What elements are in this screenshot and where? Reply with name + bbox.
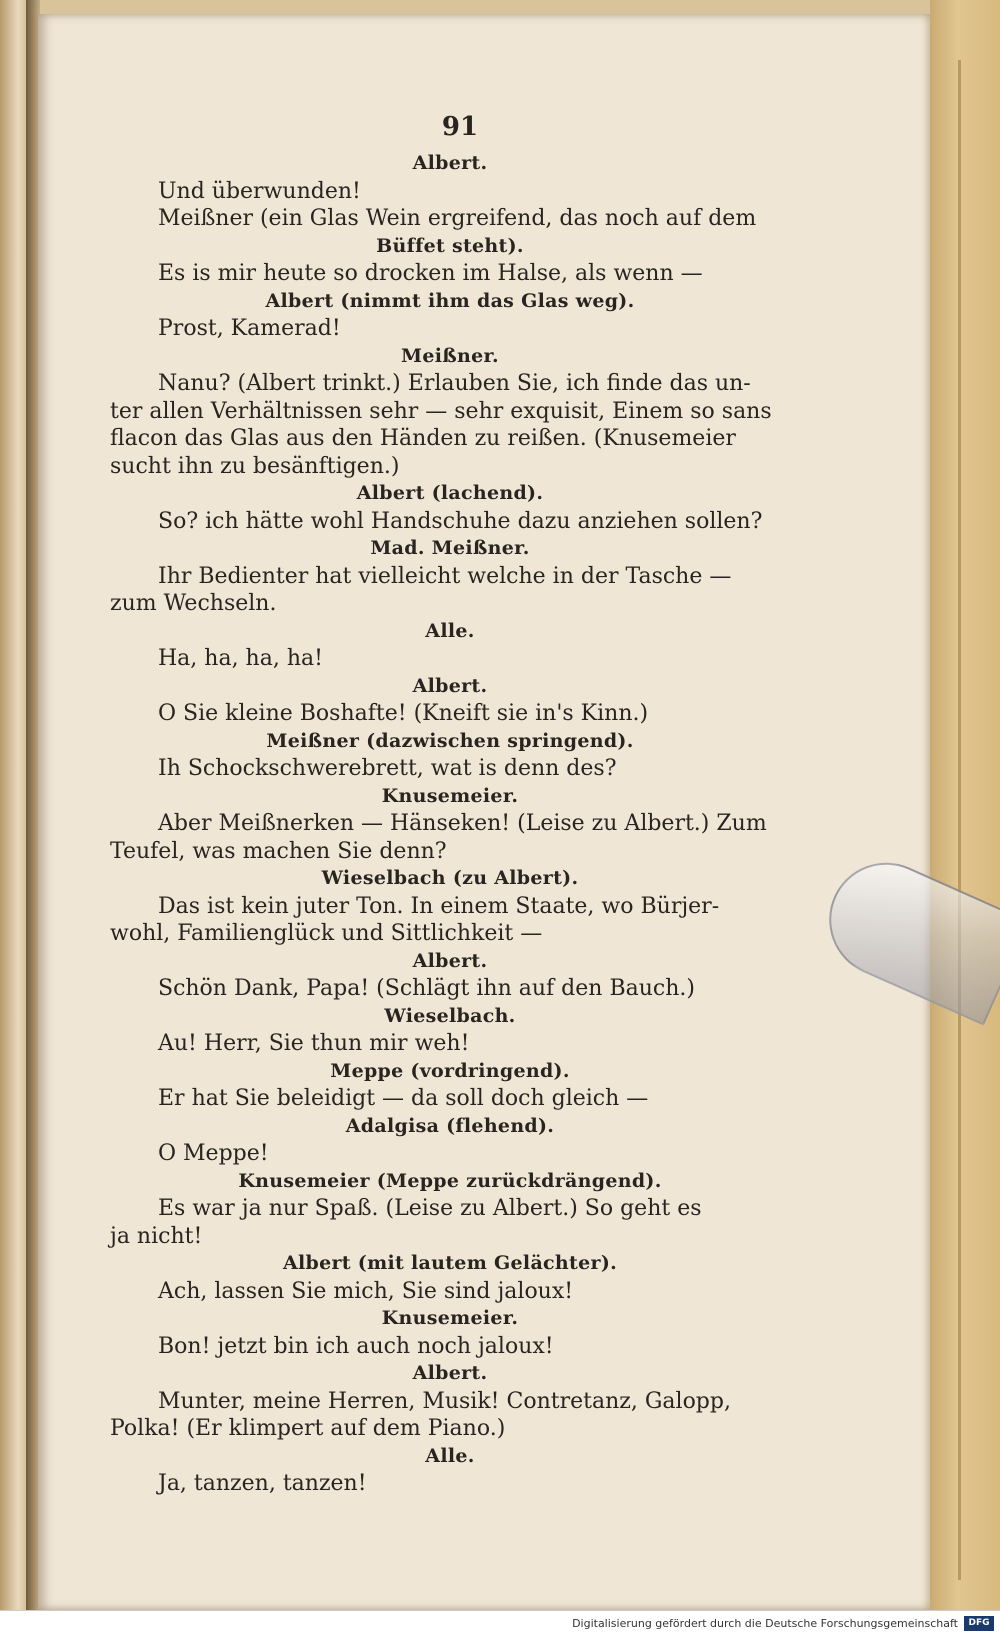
footer-credit: Digitalisierung gefördert durch die Deutsche Forschungsgemeinschaft [572, 1617, 958, 1630]
text-lines [110, 150, 790, 1498]
footer-bar [0, 1610, 1000, 1638]
text-line: So? ich hätte wohl Handschuhe dazu anziehen sollen? [158, 508, 763, 534]
text-line: Teufel, was machen Sie denn? [110, 838, 447, 864]
speaker-line: Meißner (dazwischen springend). [266, 729, 634, 752]
text-line: Meißner (ein Glas Wein ergreifend, das noch auf dem [158, 206, 757, 231]
text-line: O Meppe! [158, 1141, 269, 1166]
speaker-line: Albert. [412, 674, 488, 697]
text-line: sucht ihn zu besänftigen.) [110, 453, 400, 479]
text-line: Nanu? (Albert trinkt.) Erlauben Sie, ich finde das un- [158, 371, 751, 396]
speaker-line: Wieselbach. [384, 1004, 516, 1027]
speaker-line: Albert. [412, 152, 488, 174]
speaker-line: Wieselbach (zu Albert). [321, 867, 579, 889]
speaker-line: Meißner. [401, 344, 499, 367]
text-line: Er hat Sie beleidigt — da soll doch gleich — [158, 1086, 649, 1111]
text-line: ja nicht! [110, 1223, 203, 1249]
dfg-logo: DFG [964, 1616, 994, 1631]
text-line: zum Wechseln. [110, 591, 277, 616]
text-line: Ha, ha, ha, ha! [158, 646, 323, 671]
speaker-line: Knusemeier (Meppe zurückdrängend). [238, 1169, 662, 1192]
page-edge-line [958, 60, 961, 1580]
text-line: Aber Meißnerken — Hänseken! (Leise zu Albert.) Zum [158, 811, 767, 836]
text-line: Das ist kein juter Ton. In einem Staate, wo Bürjer- [158, 893, 720, 919]
speaker-line: Albert. [412, 949, 488, 972]
text-line: Ach, lassen Sie mich, Sie sind jaloux! [158, 1278, 574, 1304]
text-line: wohl, Familienglück und Sittlichkeit — [110, 921, 543, 946]
page-text [110, 112, 790, 1498]
speaker-line: Alle. [425, 619, 475, 642]
text-line: Prost, Kamerad! [158, 316, 341, 341]
speaker-line: Knusemeier. [381, 1307, 519, 1329]
text-line: Ih Schockschwerebrett, wat is denn des? [158, 756, 617, 781]
right-page-edges [930, 0, 1000, 1610]
page-number: 91 [441, 112, 479, 142]
speaker-line: Albert (lachend). [356, 482, 544, 504]
text-line: Ja, tanzen, tanzen! [158, 1471, 367, 1496]
text-line: O Sie kleine Boshafte! (Kneift sie in's Kinn.) [158, 701, 649, 726]
speaker-line: Albert (nimmt ihm das Glas weg). [265, 289, 635, 312]
speaker-line: Albert. [412, 1362, 488, 1384]
speaker-line: Adalgisa (flehend). [345, 1114, 555, 1137]
text-line: Schön Dank, Papa! (Schlägt ihn auf den Bauch.) [158, 976, 695, 1001]
text-line: Und überwunden! [158, 178, 361, 204]
speaker-line: Mad. Meißner. [370, 537, 530, 559]
text-line: Au! Herr, Sie thun mir weh! [158, 1031, 470, 1056]
text-line: Polka! (Er klimpert auf dem Piano.) [110, 1416, 506, 1441]
speaker-line: Knusemeier. [381, 784, 519, 807]
text-line: Ihr Bedienter hat vielleicht welche in der Tasche — [158, 563, 732, 589]
text-line: Es is mir heute so drocken im Halse, als wenn — [158, 261, 703, 286]
text-line: Munter, meine Herren, Musik! Contretanz, Galopp, [158, 1388, 731, 1414]
text-line: ter allen Verhältnissen sehr — sehr exquisit, Einem so sans [110, 398, 772, 424]
text-line: Bon! jetzt bin ich auch noch jaloux! [158, 1333, 554, 1359]
speaker-line: Meppe (vordringend). [330, 1059, 570, 1082]
text-line: flacon das Glas aus den Händen zu reißen. (Knusemeier [110, 426, 736, 451]
text-line: Es war ja nur Spaß. (Leise zu Albert.) So geht es [158, 1196, 702, 1221]
speaker-line: Alle. [425, 1444, 475, 1467]
speaker-line: Albert (mit lautem Gelächter). [282, 1252, 618, 1274]
speaker-line: Büffet steht). [376, 234, 524, 257]
